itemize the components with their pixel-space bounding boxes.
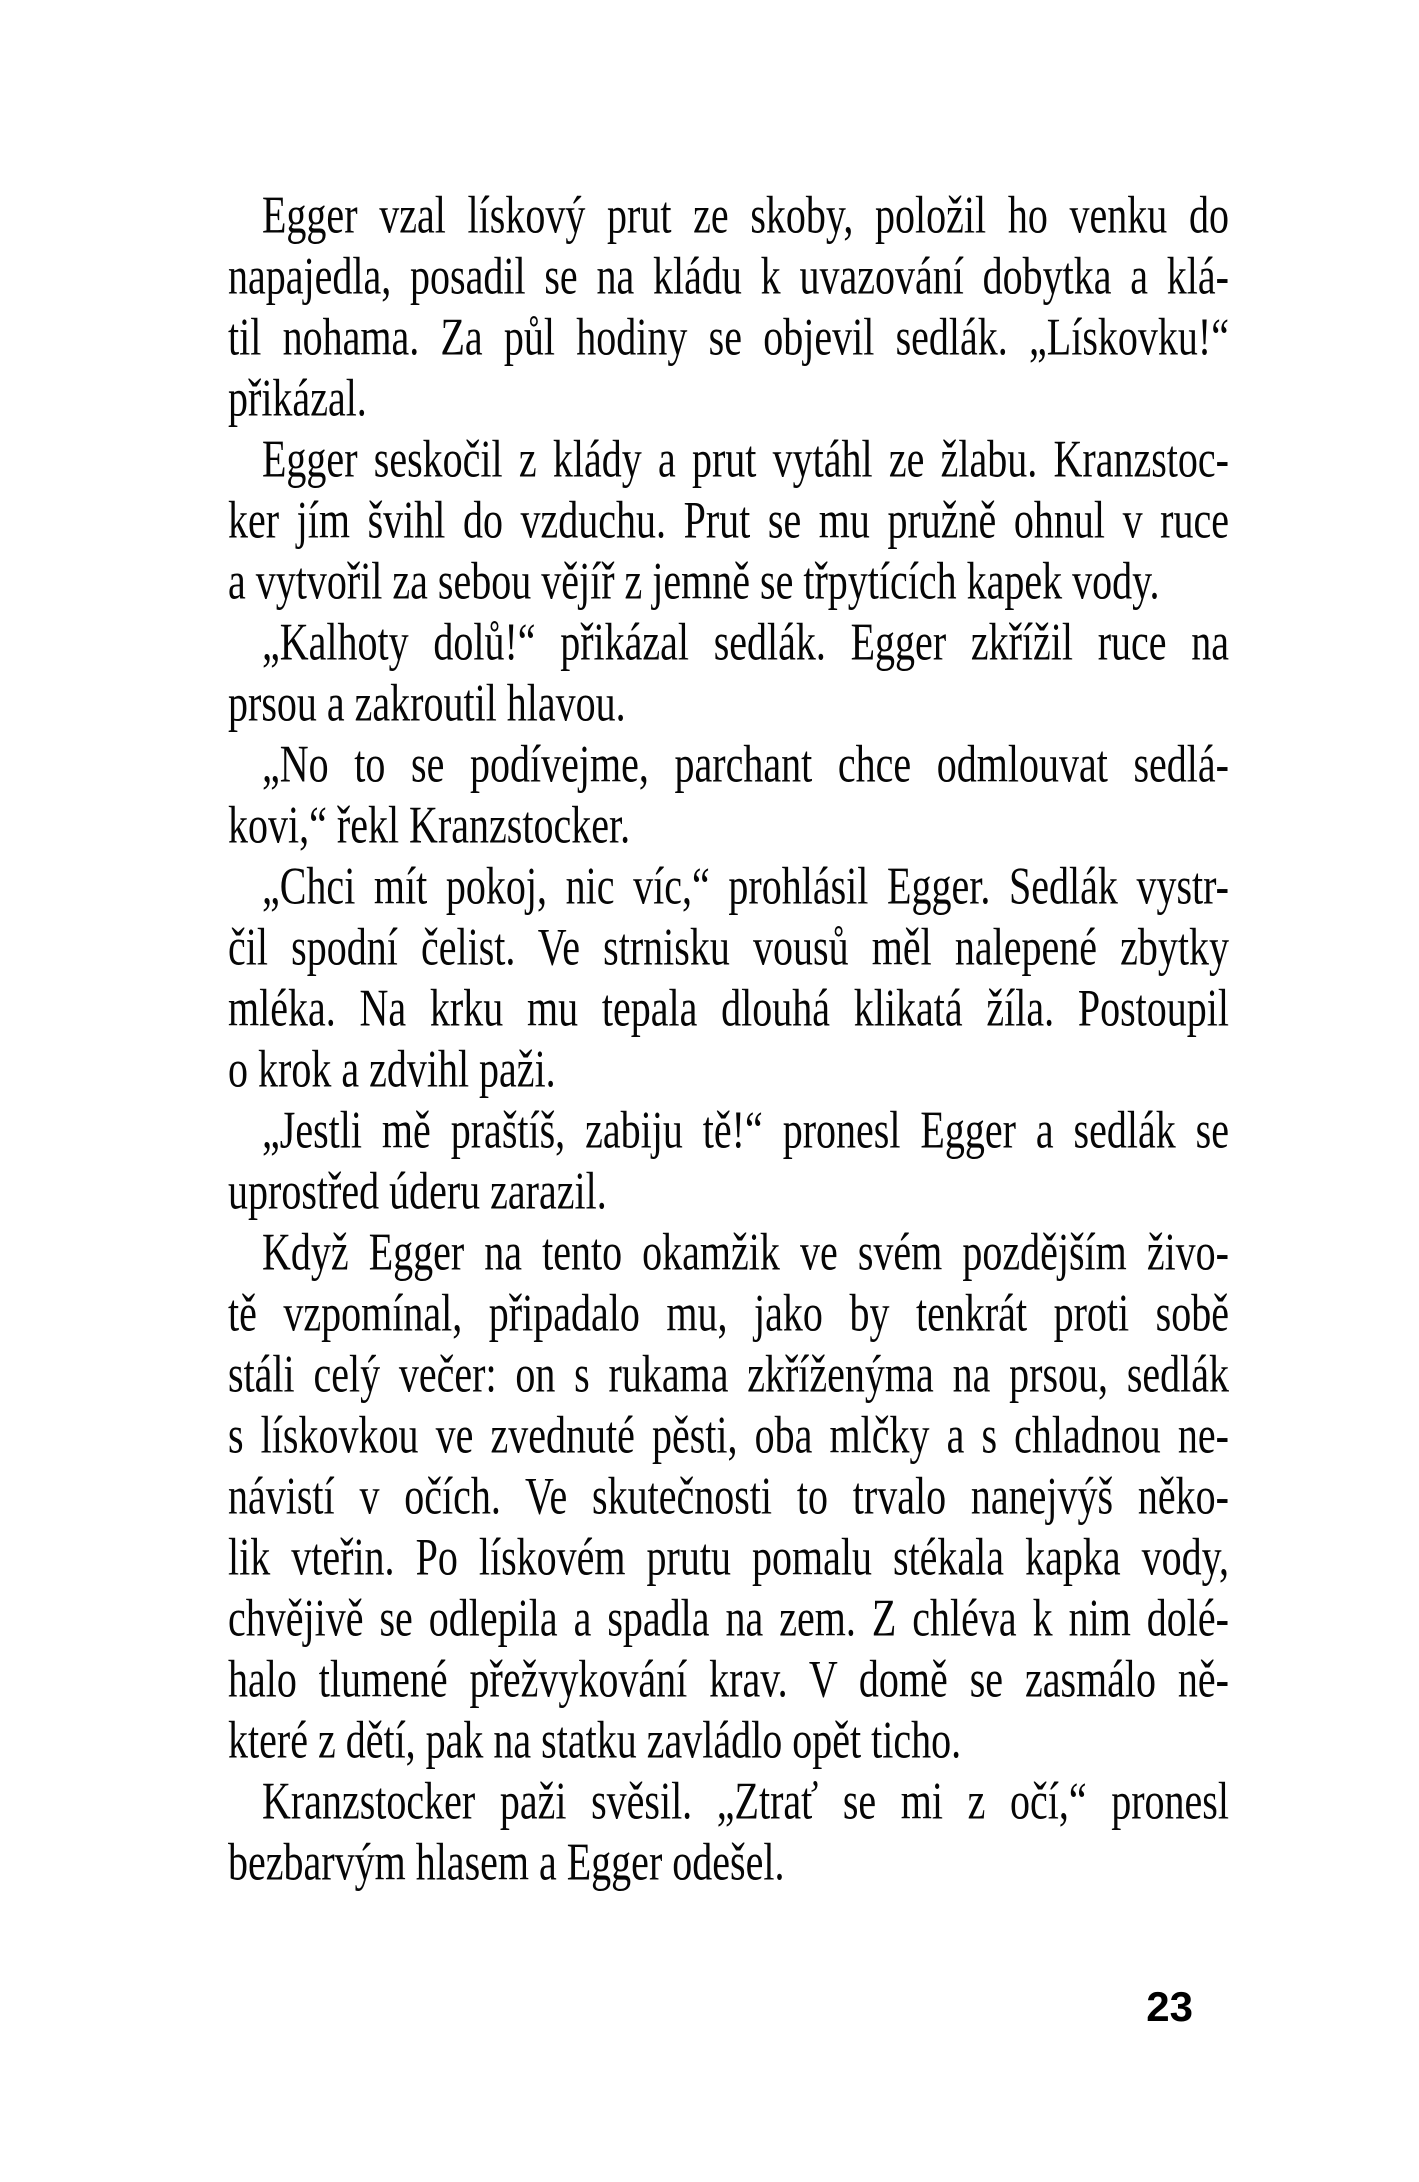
text-line: ker jím švihl do vzduchu. Prut se mu pružně ohnul v ruce <box>228 489 1229 550</box>
page-number: 23 <box>1146 1983 1193 2030</box>
text-line: til nohama. Za půl hodiny se objevil sedlák. „Lískovku!“ <box>228 306 1229 367</box>
text-line: mléka. Na krku mu tepala dlouhá klikatá žíla. Postoupil <box>228 977 1229 1038</box>
body-text <box>228 184 1229 1892</box>
text-line: lik vteřin. Po lískovém prutu pomalu stékala kapka vody, <box>228 1526 1229 1587</box>
text-line: Egger seskočil z klády a prut vytáhl ze žlabu. Kranzstoc- <box>262 428 1229 489</box>
text-line: tě vzpomínal, připadalo mu, jako by tenkrát proti sobě <box>228 1282 1229 1343</box>
text-line: kovi,“ řekl Kranzstocker. <box>228 794 631 855</box>
text-line: prsou a zakroutil hlavou. <box>228 672 626 733</box>
text-line: napajedla, posadil se na kládu k uvazování dobytka a klá- <box>228 245 1229 306</box>
text-line: Egger vzal lískový prut ze skoby, položil ho venku do <box>262 184 1229 245</box>
text-line: Kranzstocker paži svěsil. „Ztrať se mi z očí,“ pronesl <box>262 1770 1229 1831</box>
text-line: „Jestli mě praštíš, zabiju tě!“ pronesl Egger a sedlák se <box>262 1099 1229 1160</box>
text-line: halo tlumené přežvykování krav. V domě se zasmálo ně- <box>228 1648 1229 1709</box>
text-line: stáli celý večer: on s rukama zkříženýma na prsou, sedlák <box>228 1343 1229 1404</box>
text-line: bezbarvým hlasem a Egger odešel. <box>228 1831 785 1892</box>
text-line: „No to se podívejme, parchant chce odmlouvat sedlá- <box>262 733 1229 794</box>
text-line: Když Egger na tento okamžik ve svém pozdějším živo- <box>262 1221 1229 1282</box>
text-line: s lískovkou ve zvednuté pěsti, oba mlčky a s chladnou ne- <box>228 1404 1229 1465</box>
text-line: které z dětí, pak na statku zavládlo opět ticho. <box>228 1709 962 1770</box>
text-line: návistí v očích. Ve skutečnosti to trvalo nanejvýš něko- <box>228 1465 1229 1526</box>
text-line: uprostřed úderu zarazil. <box>228 1160 607 1221</box>
text-line: „Chci mít pokoj, nic víc,“ prohlásil Egger. Sedlák vystr- <box>262 855 1229 916</box>
text-line: „Kalhoty dolů!“ přikázal sedlák. Egger zkřížil ruce na <box>262 611 1229 672</box>
text-line: chvějivě se odlepila a spadla na zem. Z chléva k nim dolé- <box>228 1587 1229 1648</box>
text-line: čil spodní čelist. Ve strnisku vousů měl nalepené zbytky <box>228 916 1229 977</box>
text-line: o krok a zdvihl paži. <box>228 1038 556 1099</box>
text-line: přikázal. <box>228 367 367 428</box>
text-line: a vytvořil za sebou vějíř z jemně se třpytících kapek vody. <box>228 550 1160 611</box>
